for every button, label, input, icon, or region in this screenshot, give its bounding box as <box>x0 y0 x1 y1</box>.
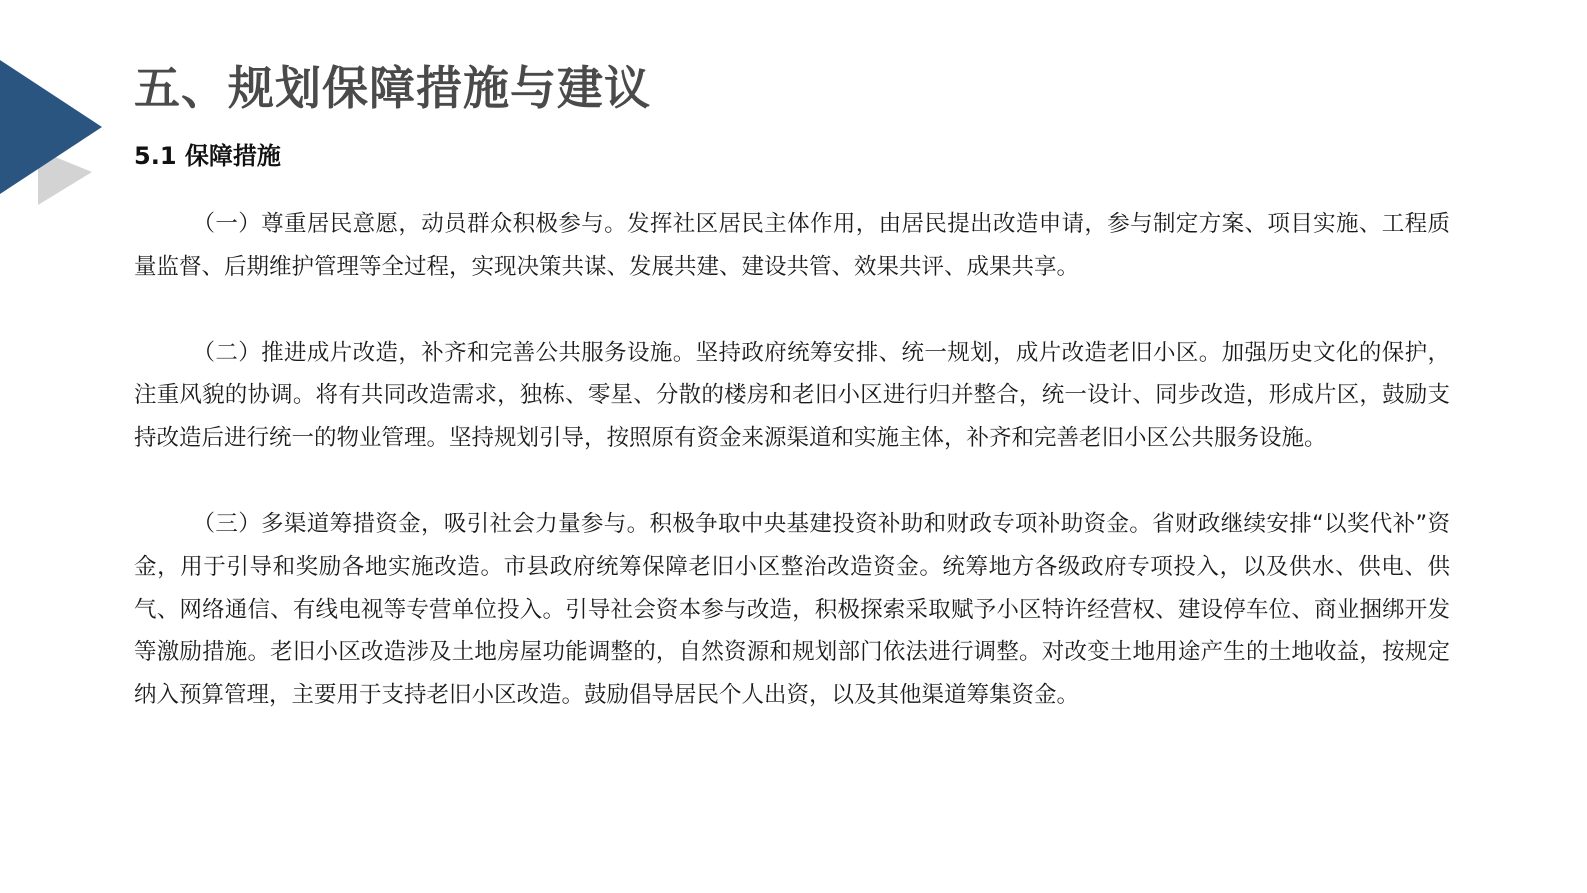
paragraph-1: （一）尊重居民意愿，动员群众积极参与。发挥社区居民主体作用，由居民提出改造申请，参与制定方案、项目实施、工程质量监督、后期维护管理等全过程，实现决策共谋、发展共建、建设共管、效果共评、成果共享。 <box>134 211 1450 280</box>
paragraph-3: （三）多渠道筹措资金，吸引社会力量参与。积极争取中央基建投资补助和财政专项补助资金。省财政继续安排“以奖代补”资金，用于引导和奖励各地实施改造。市县政府统筹保障老旧小区整治改造资金。统筹地方各级政府专项投入，以及供水、供电、供气、网络通信、有线电视等专营单位投入。引导社会资本参与改造，积极探索采取赋予小区特许经营权、建设停车位、商业捆绑开发等激励措施。老旧小区改造涉及土地房屋功能调整的，自然资源和规划部门依法进行调整。对改变土地用途产生的土地收益，按规定纳入预算管理，主要用于支持老旧小区改造。鼓励倡导居民个人出资，以及其他渠道筹集资金。 <box>134 510 1450 709</box>
body-text <box>134 203 1450 760</box>
section-subtitle: 5.1 保障措施 <box>134 142 281 170</box>
corner-triangle-decoration <box>0 0 110 220</box>
page-title: 五、规划保障措施与建议 <box>134 61 651 115</box>
paragraph-2: （二）推进成片改造，补齐和完善公共服务设施。坚持政府统筹安排、统一规划，成片改造老旧小区。加强历史文化的保护，注重风貌的协调。将有共同改造需求，独栋、零星、分散的楼房和老旧小区进行归并整合，统一设计、同步改造，形成片区，鼓励支持改造后进行统一的物业管理。坚持规划引导，按照原有资金来源渠道和实施主体，补齐和完善老旧小区公共服务设施。 <box>134 339 1450 452</box>
